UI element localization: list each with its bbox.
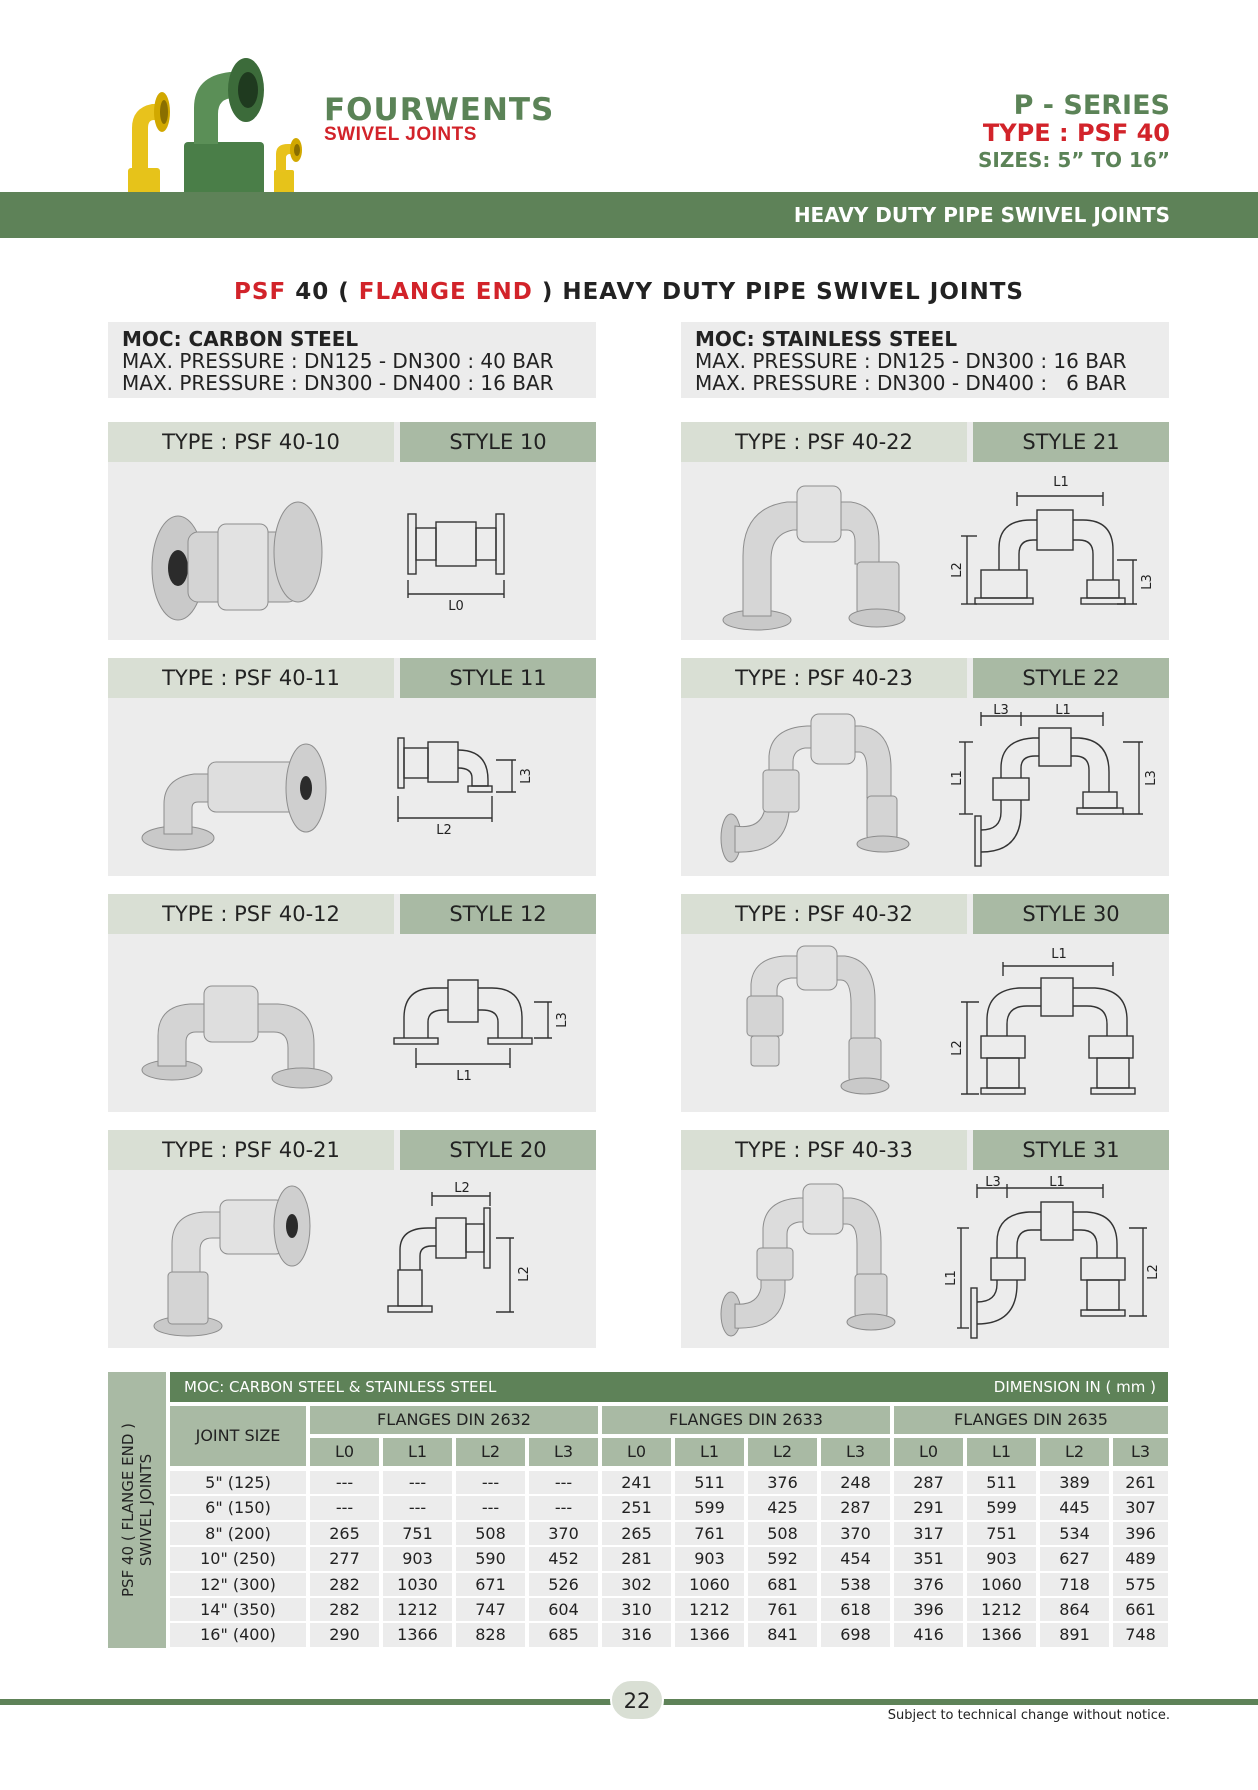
table-cell: 290 [310, 1623, 379, 1646]
table-cell: --- [310, 1471, 379, 1494]
product-card-psf-40-21 [108, 1130, 596, 1348]
table-cell: 425 [748, 1496, 817, 1519]
style-12-drawing [384, 942, 584, 1108]
dimension-label: L1 [944, 1270, 959, 1286]
table-cell: 526 [529, 1573, 598, 1596]
pressure-line: MAX. PRESSURE : DN125 - DN300 : 40 BAR [122, 349, 554, 373]
card-style: STYLE 30 [973, 894, 1169, 934]
side-label-line-2: SWIVEL JOINTS [137, 1453, 155, 1567]
dimension-column-header: L0 [894, 1438, 963, 1466]
elbow-riser-swivel-photo [138, 1180, 338, 1342]
card-style: STYLE 21 [973, 422, 1169, 462]
u-bend-swivel-photo [711, 472, 911, 634]
product-card-psf-40-23 [681, 658, 1169, 876]
dimension-table [108, 1372, 1168, 1648]
footer-notice: Subject to technical change without notice. [887, 1708, 1170, 1723]
table-cell: 307 [1113, 1496, 1168, 1519]
side-label-line-1: PSF 40 ( FLANGE END ) [119, 1423, 137, 1597]
joint-size-cell: 16" (400) [170, 1623, 306, 1646]
dimension-column-header: L3 [529, 1438, 598, 1466]
table-cell: 508 [456, 1522, 525, 1545]
table-dimension-unit: DIMENSION IN ( mm ) [993, 1378, 1156, 1396]
dimension-column-header: L2 [456, 1438, 525, 1466]
table-cell: 241 [602, 1471, 671, 1494]
dimension-label: L1 [950, 770, 965, 786]
table-cell: 761 [675, 1522, 744, 1545]
table-cell: 310 [602, 1598, 671, 1621]
table-cell: 277 [310, 1547, 379, 1570]
style-30-drawing [950, 942, 1157, 1108]
table-cell: 452 [529, 1547, 598, 1570]
card-style: STYLE 31 [973, 1130, 1169, 1170]
table-cell: --- [529, 1471, 598, 1494]
title-psf: PSF [234, 279, 287, 305]
joint-size-header: JOINT SIZE [170, 1406, 306, 1466]
table-cell: 291 [894, 1496, 963, 1519]
style-31-drawing [944, 1175, 1161, 1344]
style-20-drawing [384, 1178, 584, 1344]
product-card-psf-40-12 [108, 894, 596, 1112]
header-band-title: HEAVY DUTY PIPE SWIVEL JOINTS [793, 203, 1170, 227]
card-style: STYLE 20 [400, 1130, 596, 1170]
product-card-psf-40-32 [681, 894, 1169, 1112]
straight-swivel-photo [138, 472, 338, 634]
table-cell: 389 [1040, 1471, 1109, 1494]
table-cell: 748 [1113, 1623, 1168, 1646]
pressure-line: MAX. PRESSURE : DN300 - DN400 : 6 BAR [695, 371, 1127, 395]
dimension-label: L2 [436, 823, 452, 838]
sizes-label: SIZES: 5” TO 16” [978, 148, 1170, 172]
style-22-drawing [950, 703, 1159, 872]
table-cell: 534 [1040, 1522, 1109, 1545]
table-cell: 681 [748, 1573, 817, 1596]
table-cell: 251 [602, 1496, 671, 1519]
table-cell: 1212 [967, 1598, 1036, 1621]
dimension-column-header: L2 [1040, 1438, 1109, 1466]
inverted-u-swivel-photo [711, 944, 911, 1106]
table-cell: 751 [967, 1522, 1036, 1545]
table-cell: 511 [675, 1471, 744, 1494]
table-cell: --- [383, 1496, 452, 1519]
table-cell: 351 [894, 1547, 963, 1570]
table-cell: 445 [1040, 1496, 1109, 1519]
type-label: TYPE : PSF 40 [982, 119, 1170, 147]
table-cell: 599 [675, 1496, 744, 1519]
side-label-text [119, 1423, 155, 1597]
brand-subtitle: SWIVEL JOINTS [324, 124, 477, 145]
card-style: STYLE 10 [400, 422, 596, 462]
table-cell: 396 [1113, 1522, 1168, 1545]
table-moc: MOC: CARBON STEEL & STAINLESS STEEL [184, 1378, 497, 1396]
table-cell: --- [529, 1496, 598, 1519]
table-cell: 903 [675, 1547, 744, 1570]
dimension-label: L0 [448, 599, 464, 614]
dimension-label: L3 [993, 703, 1009, 718]
table-cell: 685 [529, 1623, 598, 1646]
dimension-label: L2 [950, 1040, 965, 1056]
table-cell: 538 [821, 1573, 890, 1596]
table-cell: 903 [967, 1547, 1036, 1570]
dimension-column-header: L1 [675, 1438, 744, 1466]
joint-size-cell: 8" (200) [170, 1522, 306, 1545]
style-11-drawing [384, 706, 584, 872]
table-cell: 1060 [967, 1573, 1036, 1596]
table-cell: 370 [821, 1522, 890, 1545]
dimension-label: L3 [519, 768, 534, 784]
style-10-drawing [384, 470, 584, 636]
pressure-line: MAX. PRESSURE : DN125 - DN300 : 16 BAR [695, 349, 1127, 373]
table-cell: 1060 [675, 1573, 744, 1596]
table-cell: 604 [529, 1598, 598, 1621]
table-cell: 282 [310, 1573, 379, 1596]
joint-size-cell: 6" (150) [170, 1496, 306, 1519]
dimension-column-header: L0 [310, 1438, 379, 1466]
table-cell: 864 [1040, 1598, 1109, 1621]
table-cell: 265 [310, 1522, 379, 1545]
table-cell: 376 [894, 1573, 963, 1596]
table-cell: 287 [894, 1471, 963, 1494]
table-cell: 302 [602, 1573, 671, 1596]
table-cell: 590 [456, 1547, 525, 1570]
moc-heading: MOC: STAINLESS STEEL [695, 327, 958, 351]
style-21-drawing [950, 470, 1157, 636]
table-cell: 698 [821, 1623, 890, 1646]
joint-size-cell: 5" (125) [170, 1471, 306, 1494]
dimension-label: L3 [985, 1175, 1001, 1190]
dimension-column-header: L3 [1113, 1438, 1168, 1466]
dimension-column-header: L2 [748, 1438, 817, 1466]
table-cell: 317 [894, 1522, 963, 1545]
table-cell: 396 [894, 1598, 963, 1621]
dimension-label: L1 [1055, 703, 1071, 718]
moc-stainless-steel-box [681, 322, 1169, 398]
flange-group-header: FLANGES DIN 2635 [894, 1406, 1168, 1434]
dimension-label: L1 [1051, 947, 1067, 962]
table-cell: 903 [383, 1547, 452, 1570]
product-card-psf-40-11 [108, 658, 596, 876]
dimension-label: L3 [555, 1012, 570, 1028]
table-cell: 618 [821, 1598, 890, 1621]
table-cell: 265 [602, 1522, 671, 1545]
product-card-psf-40-22 [681, 422, 1169, 640]
table-cell: 248 [821, 1471, 890, 1494]
table-cell: 282 [310, 1598, 379, 1621]
card-type: TYPE : PSF 40-12 [108, 894, 394, 934]
table-cell: 671 [456, 1573, 525, 1596]
table-cell: 316 [602, 1623, 671, 1646]
brand-name: FOURWENTS [324, 92, 555, 128]
title-flange-end: FLANGE END [358, 279, 533, 305]
double-elbow-swivel-photo [138, 944, 338, 1106]
elbow-swivel-photo [138, 708, 338, 870]
s-bend-swivel-photo [711, 1180, 911, 1342]
card-style: STYLE 12 [400, 894, 596, 934]
table-cell: 828 [456, 1623, 525, 1646]
table-cell: 489 [1113, 1547, 1168, 1570]
table-top-bar [170, 1372, 1168, 1402]
moc-carbon-steel-box [108, 322, 596, 398]
page-title [0, 279, 1258, 305]
flange-group-header: FLANGES DIN 2632 [310, 1406, 598, 1434]
product-card-psf-40-10 [108, 422, 596, 640]
card-type: TYPE : PSF 40-33 [681, 1130, 967, 1170]
table-cell: 1366 [675, 1623, 744, 1646]
card-type: TYPE : PSF 40-11 [108, 658, 394, 698]
table-cell: --- [383, 1471, 452, 1494]
dimension-column-header: L1 [967, 1438, 1036, 1466]
table-cell: --- [456, 1471, 525, 1494]
joint-size-cell: 10" (250) [170, 1547, 306, 1570]
pressure-line: MAX. PRESSURE : DN300 - DN400 : 16 BAR [122, 371, 554, 395]
moc-heading: MOC: CARBON STEEL [122, 327, 359, 351]
table-cell: 718 [1040, 1573, 1109, 1596]
dimension-column-header: L0 [602, 1438, 671, 1466]
table-cell: 1366 [967, 1623, 1036, 1646]
dimension-label: L1 [1049, 1175, 1065, 1190]
table-cell: 891 [1040, 1623, 1109, 1646]
table-cell: 370 [529, 1522, 598, 1545]
table-cell: 508 [748, 1522, 817, 1545]
dimension-label: L2 [950, 562, 965, 578]
table-cell: 627 [1040, 1547, 1109, 1570]
dimension-label: L2 [454, 1181, 470, 1196]
table-cell: 1366 [383, 1623, 452, 1646]
joint-size-cell: 12" (300) [170, 1573, 306, 1596]
table-cell: 454 [821, 1547, 890, 1570]
triple-elbow-swivel-photo [711, 708, 911, 870]
dimension-label: L1 [1053, 475, 1069, 490]
dimension-label: L2 [1146, 1264, 1161, 1280]
dimension-column-header: L3 [821, 1438, 890, 1466]
table-cell: 1030 [383, 1573, 452, 1596]
table-cell: --- [310, 1496, 379, 1519]
card-type: TYPE : PSF 40-21 [108, 1130, 394, 1170]
table-cell: 287 [821, 1496, 890, 1519]
card-type: TYPE : PSF 40-32 [681, 894, 967, 934]
title-rest: ) HEAVY DUTY PIPE SWIVEL JOINTS [532, 279, 1024, 305]
page-number: 22 [610, 1679, 664, 1721]
table-cell: 592 [748, 1547, 817, 1570]
card-type: TYPE : PSF 40-23 [681, 658, 967, 698]
product-card-psf-40-33 [681, 1130, 1169, 1348]
table-cell: 416 [894, 1623, 963, 1646]
joint-size-cell: 14" (350) [170, 1598, 306, 1621]
series-label: P - SERIES [1013, 90, 1170, 121]
card-type: TYPE : PSF 40-22 [681, 422, 967, 462]
table-cell: 261 [1113, 1471, 1168, 1494]
flange-group-header: FLANGES DIN 2633 [602, 1406, 890, 1434]
table-side-label [108, 1372, 166, 1648]
table-cell: --- [456, 1496, 525, 1519]
table-cell: 761 [748, 1598, 817, 1621]
dimension-label: L3 [1144, 770, 1159, 786]
title-number: 40 ( [286, 279, 359, 305]
table-cell: 281 [602, 1547, 671, 1570]
card-style: STYLE 11 [400, 658, 596, 698]
dimension-label: L2 [517, 1266, 532, 1282]
table-cell: 747 [456, 1598, 525, 1621]
table-cell: 376 [748, 1471, 817, 1494]
table-cell: 599 [967, 1496, 1036, 1519]
card-style: STYLE 22 [973, 658, 1169, 698]
dimension-label: L3 [1140, 574, 1155, 590]
table-cell: 511 [967, 1471, 1036, 1494]
table-cell: 1212 [383, 1598, 452, 1621]
table-cell: 841 [748, 1623, 817, 1646]
table-cell: 1212 [675, 1598, 744, 1621]
dimension-label: L1 [456, 1069, 472, 1084]
table-cell: 661 [1113, 1598, 1168, 1621]
card-type: TYPE : PSF 40-10 [108, 422, 394, 462]
dimension-column-header: L1 [383, 1438, 452, 1466]
table-cell: 575 [1113, 1573, 1168, 1596]
table-cell: 751 [383, 1522, 452, 1545]
